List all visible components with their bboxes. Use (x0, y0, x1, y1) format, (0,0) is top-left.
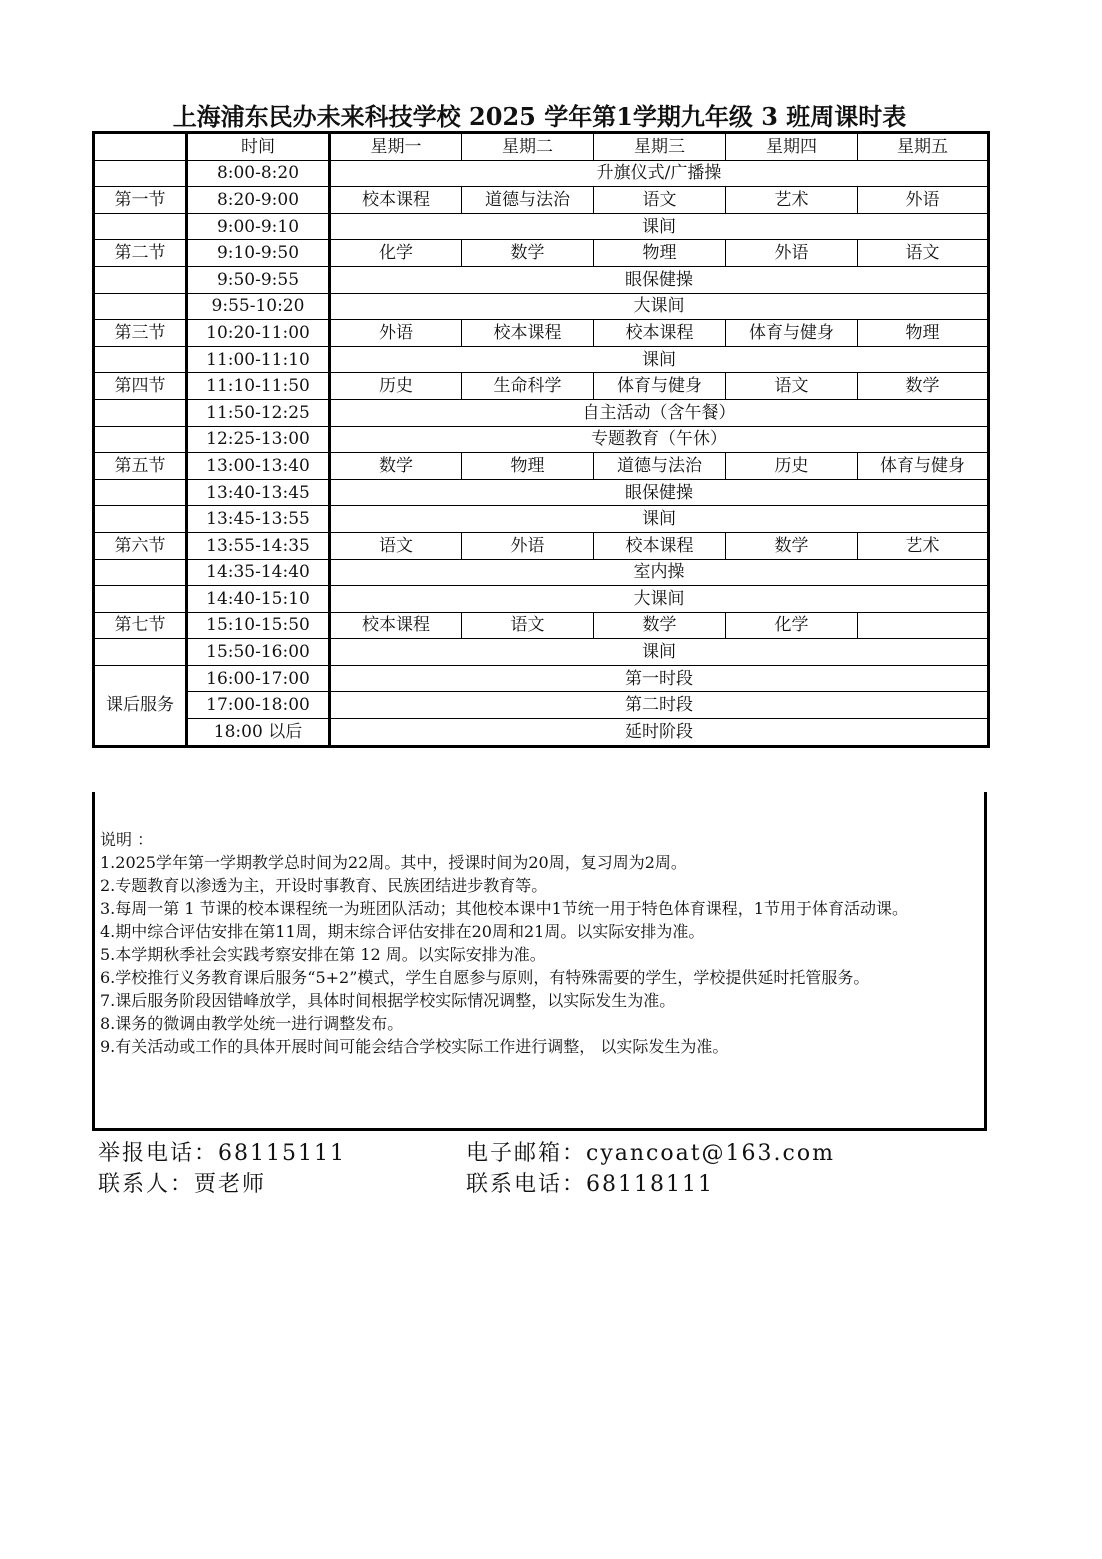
course-cell: 体育与健身 (726, 320, 858, 347)
activity-cell: 室内操 (330, 559, 989, 586)
note-item: 7.课后服务阶段因错峰放学，具体时间根据学校实际情况调整，以实际发生为准。 (100, 991, 676, 1010)
contact-phone: 联系电话：68118111 (466, 1172, 714, 1197)
course-cell: 历史 (726, 453, 858, 480)
table-row (94, 373, 989, 400)
course-cell: 校本课程 (330, 612, 462, 639)
activity-cell: 眼保健操 (330, 479, 989, 506)
period-label (94, 586, 187, 613)
timetable (92, 131, 990, 748)
course-cell: 物理 (462, 453, 594, 480)
course-cell: 语文 (594, 187, 726, 214)
course-cell: 语文 (858, 240, 989, 267)
time-cell: 8:00-8:20 (187, 160, 330, 187)
course-cell: 数学 (594, 612, 726, 639)
activity-cell: 大课间 (330, 586, 989, 613)
period-label (94, 399, 187, 426)
time-cell: 15:10-15:50 (187, 612, 330, 639)
table-row (94, 506, 989, 533)
course-cell: 外语 (858, 187, 989, 214)
course-cell: 物理 (858, 320, 989, 347)
time-cell: 13:00-13:40 (187, 453, 330, 480)
note-item: 5.本学期秋季社会实践考察安排在第 12 周。以实际安排为准。 (100, 945, 546, 964)
activity-cell: 课间 (330, 639, 989, 666)
course-cell: 外语 (726, 240, 858, 267)
table-row (94, 266, 989, 293)
period-label: 第三节 (94, 320, 187, 347)
course-cell: 外语 (462, 532, 594, 559)
period-label (94, 639, 187, 666)
activity-cell: 课间 (330, 213, 989, 240)
header-weekday: 星期一 (330, 133, 462, 161)
table-row (94, 453, 989, 480)
time-cell: 13:55-14:35 (187, 532, 330, 559)
period-label (94, 293, 187, 320)
course-cell: 道德与法治 (594, 453, 726, 480)
period-label (94, 213, 187, 240)
course-cell: 体育与健身 (858, 453, 989, 480)
email-address: 电子邮箱：cyancoat@163.com (466, 1141, 835, 1166)
activity-cell: 第二时段 (330, 692, 989, 719)
time-cell: 9:10-9:50 (187, 240, 330, 267)
period-label: 第七节 (94, 612, 187, 639)
time-cell: 18:00 以后 (187, 719, 330, 747)
course-cell: 生命科学 (462, 373, 594, 400)
note-item: 3.每周一第 1 节课的校本课程统一为班团队活动；其他校本课中1节统一用于特色体育课程，1节用于体育活动课。 (100, 899, 908, 918)
notes-box (92, 792, 987, 1131)
time-cell: 14:35-14:40 (187, 559, 330, 586)
course-cell: 校本课程 (594, 320, 726, 347)
course-cell: 数学 (330, 453, 462, 480)
header-weekday: 星期五 (858, 133, 989, 161)
header-blank-cell (94, 133, 187, 161)
table-row (94, 586, 989, 613)
time-cell: 11:00-11:10 (187, 346, 330, 373)
period-label (94, 426, 187, 453)
time-cell: 13:45-13:55 (187, 506, 330, 533)
period-label: 第六节 (94, 532, 187, 559)
period-label: 第五节 (94, 453, 187, 480)
after-school-row (94, 719, 989, 747)
course-cell: 物理 (594, 240, 726, 267)
course-cell: 化学 (330, 240, 462, 267)
contact-person: 联系人：贾老师 (98, 1172, 267, 1197)
course-cell: 数学 (726, 532, 858, 559)
after-school-label: 课后服务 (94, 665, 187, 746)
period-label: 第四节 (94, 373, 187, 400)
note-item: 4.期中综合评估安排在第11周，期末综合评估安排在20周和21周。以实际安排为准。 (100, 922, 705, 941)
table-row (94, 612, 989, 639)
note-item: 1.2025学年第一学期教学总时间为22周。其中，授课时间为20周，复习周为2周。 (100, 853, 687, 872)
table-row (94, 240, 989, 267)
after-school-row (94, 692, 989, 719)
table-row (94, 320, 989, 347)
course-cell: 校本课程 (462, 320, 594, 347)
period-label (94, 559, 187, 586)
course-cell: 化学 (726, 612, 858, 639)
period-label: 第二节 (94, 240, 187, 267)
time-cell: 16:00-17:00 (187, 665, 330, 692)
note-item: 2.专题教育以渗透为主，开设时事教育、民族团结进步教育等。 (100, 876, 548, 895)
course-cell: 体育与健身 (594, 373, 726, 400)
period-label (94, 266, 187, 293)
course-cell: 外语 (330, 320, 462, 347)
course-cell: 校本课程 (594, 532, 726, 559)
note-item: 8.课务的微调由教学处统一进行调整发布。 (100, 1014, 404, 1033)
table-row (94, 293, 989, 320)
course-cell: 语文 (726, 373, 858, 400)
activity-cell: 课间 (330, 506, 989, 533)
course-cell (858, 612, 989, 639)
time-cell: 14:40-15:10 (187, 586, 330, 613)
table-row (94, 160, 989, 187)
activity-cell: 第一时段 (330, 665, 989, 692)
course-cell: 艺术 (858, 532, 989, 559)
report-phone: 举报电话：68115111 (98, 1141, 346, 1166)
header-weekday: 星期二 (462, 133, 594, 161)
header-time: 时间 (187, 133, 330, 161)
activity-cell: 眼保健操 (330, 266, 989, 293)
course-cell: 历史 (330, 373, 462, 400)
course-cell: 数学 (462, 240, 594, 267)
course-cell: 校本课程 (330, 187, 462, 214)
time-cell: 11:50-12:25 (187, 399, 330, 426)
time-cell: 10:20-11:00 (187, 320, 330, 347)
time-cell: 13:40-13:45 (187, 479, 330, 506)
table-row (94, 213, 989, 240)
course-cell: 道德与法治 (462, 187, 594, 214)
course-cell: 艺术 (726, 187, 858, 214)
activity-cell: 自主活动（含午餐） (330, 399, 989, 426)
header-weekday: 星期三 (594, 133, 726, 161)
table-row (94, 426, 989, 453)
after-school-row (94, 665, 989, 692)
period-label (94, 506, 187, 533)
time-cell: 9:00-9:10 (187, 213, 330, 240)
activity-cell: 升旗仪式/广播操 (330, 160, 989, 187)
contact-footer (98, 1138, 978, 1200)
time-cell: 11:10-11:50 (187, 373, 330, 400)
time-cell: 9:50-9:55 (187, 266, 330, 293)
note-item: 6.学校推行义务教育课后服务“5+2”模式，学生自愿参与原则，有特殊需要的学生，学校提供延时托管服务。 (100, 968, 870, 987)
notes-heading: 说明 ： (100, 830, 154, 849)
note-item: 9.有关活动或工作的具体开展时间可能会结合学校实际工作进行调整， 以实际发生为准。 (100, 1037, 729, 1056)
period-label: 第一节 (94, 187, 187, 214)
table-row (94, 479, 989, 506)
period-label (94, 479, 187, 506)
time-cell: 12:25-13:00 (187, 426, 330, 453)
time-cell: 17:00-18:00 (187, 692, 330, 719)
table-row (94, 559, 989, 586)
table-row (94, 346, 989, 373)
course-cell: 数学 (858, 373, 989, 400)
header-weekday: 星期四 (726, 133, 858, 161)
period-label (94, 346, 187, 373)
time-cell: 15:50-16:00 (187, 639, 330, 666)
table-row (94, 399, 989, 426)
course-cell: 语文 (462, 612, 594, 639)
table-row (94, 532, 989, 559)
header-row (94, 133, 989, 161)
table-row (94, 187, 989, 214)
table-row (94, 639, 989, 666)
course-cell: 语文 (330, 532, 462, 559)
activity-cell: 延时阶段 (330, 719, 989, 747)
page-title: 上海浦东民办未来科技学校 2025 学年第1学期九年级 3 班周课时表 (172, 102, 907, 131)
period-label (94, 160, 187, 187)
time-cell: 8:20-9:00 (187, 187, 330, 214)
activity-cell: 大课间 (330, 293, 989, 320)
activity-cell: 专题教育（午休） (330, 426, 989, 453)
activity-cell: 课间 (330, 346, 989, 373)
time-cell: 9:55-10:20 (187, 293, 330, 320)
